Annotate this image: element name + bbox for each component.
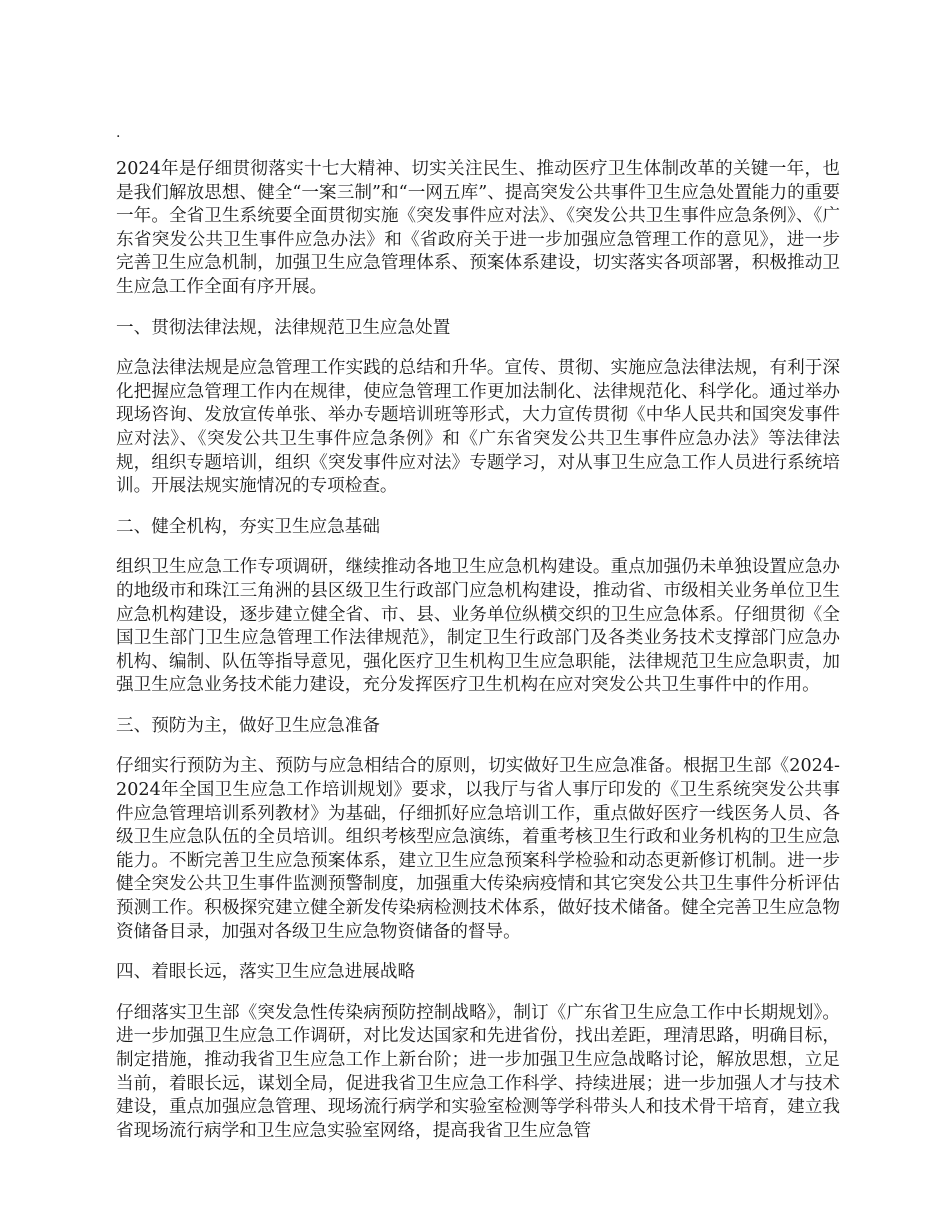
section-paragraph-3: 仔细实行预防为主、预防与应急相结合的原则，切实做好卫生应急准备。根据卫生部《2024-2024年全国卫生应急工作培训规划》要求，以我厅与省人事厅印发的《卫生系统突发公共事件应急管理培训系列教材》为基础，仔细抓好应急培训工作，重点做好医疗一线医务人员、各级卫生应急队伍的全员培训。组织考核型应急演练，着重考核卫生行政和业务机构的卫生应急能力。不断完善卫生应急预案体系，建立卫生应急预案科学检验和动态更新修订机制。进一步健全突发公共卫生事件监测预警制度，加强重大传染病疫情和其它突发公共卫生事件分析评估预测工作。积极探究建立健全新发传染病检测技术体系，做好技术储备。健全完善卫生应急物资储备目录，加强对各级卫生应急物资储备的督导。 [116,756,840,942]
section-heading-4: 四、着眼长远，落实卫生应急进展战略 [116,962,416,983]
section-paragraph-1: 应急法律法规是应急管理工作实践的总结和升华。宣传、贯彻、实施应急法律法规，有利于深化把握应急管理工作内在规律，使应急管理工作更加法制化、法律规范化、科学化。通过举办现场咨询、发放宣传单张、举办专题培训班等形式，大力宣传贯彻《中华人民共和国突发事件应对法》、《突发公共卫生事件应急条例》和《广东省突发公共卫生事件应急办法》等法律法规，组织专题培训，组织《突发事件应对法》专题学习，对从事卫生应急工作人员进行系统培训。开展法规实施情况的专项检查。 [116,358,840,497]
intro-paragraph: 2024年是仔细贯彻落实十七大精神、切实关注民生、推动医疗卫生体制改革的关键一年，也是我们解放思想、健全“一案三制”和“一网五库”、提高突发公共事件卫生应急处置能力的重要一年。全省卫生系统要全面贯彻实施《突发事件应对法》、《突发公共卫生事件应急条例》、《广东省突发公共卫生事件应急办法》和《省政府关于进一步加强应急管理工作的意见》，进一步完善卫生应急机制，加强卫生应急管理体系、预案体系建设，切实落实各项部署，积极推动卫生应急工作全面有序开展。 [116,159,840,297]
section-heading-2: 二、健全机构，夯实卫生应急基础 [116,516,380,537]
document-body [116,125,840,1143]
section-paragraph-4: 仔细落实卫生部《突发急性传染病预防控制战略》，制订《广东省卫生应急工作中长期规划》。进一步加强卫生应急工作调研，对比发达国家和先进省份，找出差距，理清思路，明确目标，制定措施，推动我省卫生应急工作上新台阶；进一步加强卫生应急战略讨论，解放思想，立足当前，着眼长远，谋划全局，促进我省卫生应急工作科学、持续进展；进一步加强人才与技术建设，重点加强应急管理、现场流行病学和实验室检测等学科带头人和技术骨干培育，建立我省现场流行病学和卫生应急实验室网络，提高我省卫生应急管 [116,1002,840,1141]
section-heading-1: 一、贯彻法律法规，法律规范卫生应急处置 [116,317,451,338]
section-heading-3: 三、预防为主，做好卫生应急准备 [116,715,380,736]
leading-mark: . [116,125,121,141]
section-paragraph-2: 组织卫生应急工作专项调研，继续推动各地卫生应急机构建设。重点加强仍未单独设置应急办的地级市和珠江三角洲的县区级卫生行政部门应急机构建设，推动省、市级相关业务单位卫生应急机构建设，逐步建立健全省、市、县、业务单位纵横交织的卫生应急体系。仔细贯彻《全国卫生部门卫生应急管理工作法律规范》，制定卫生行政部门及各类业务技术支撑部门应急办机构、编制、队伍等指导意见，强化医疗卫生机构卫生应急职能，法律规范卫生应急职责，加强卫生应急业务技术能力建设，充分发挥医疗卫生机构在应对突发公共卫生事件中的作用。 [116,557,840,696]
